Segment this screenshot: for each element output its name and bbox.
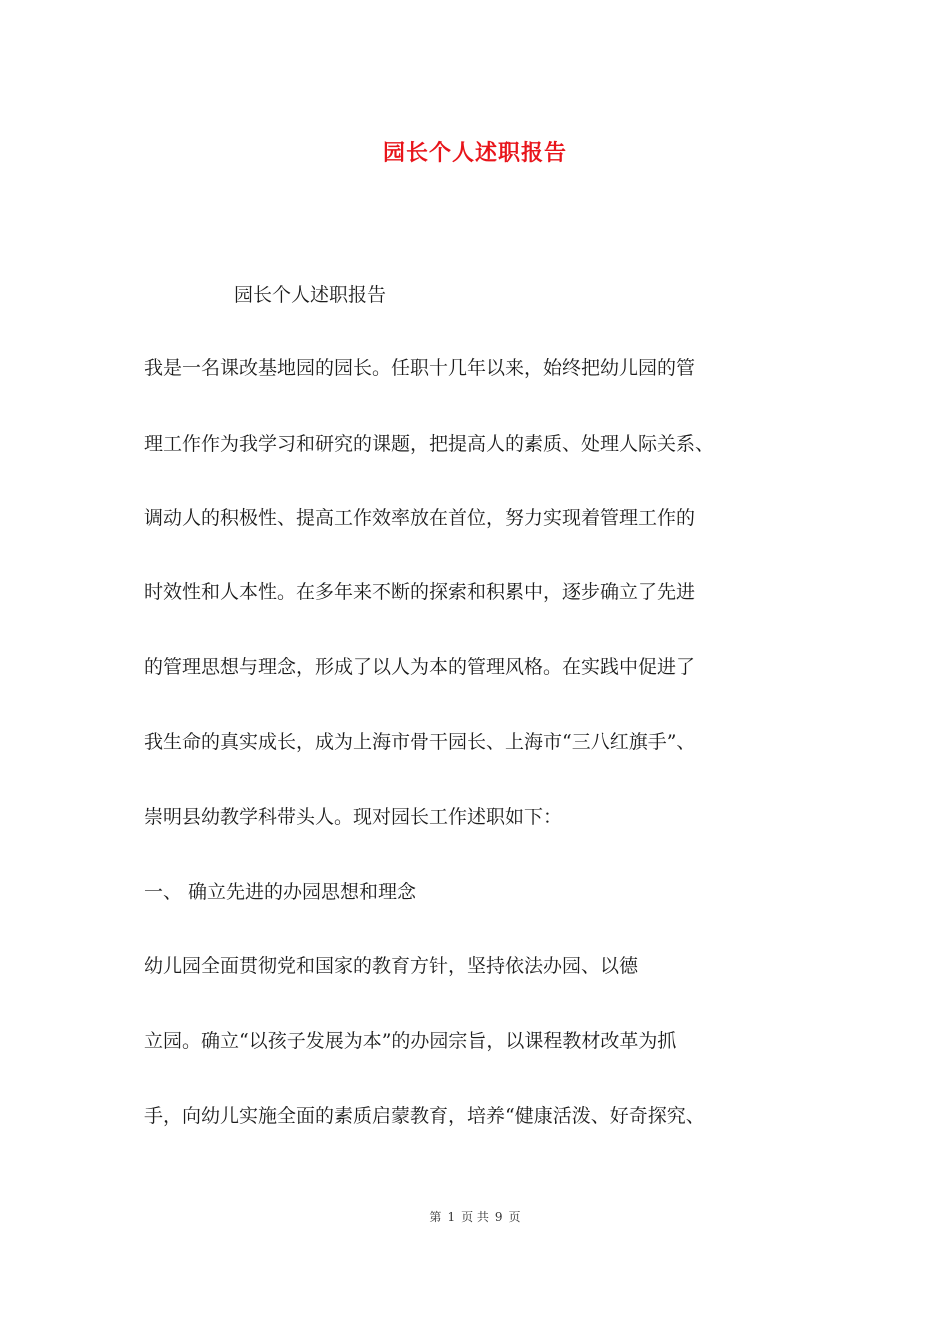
body-line-10: 手，向幼儿实施全面的素质启蒙教育，培养“健康活泼、好奇探究、	[144, 1105, 705, 1127]
body-line-1: 我是一名课改基地园的园长。任职十几年以来，始终把幼儿园的管	[144, 357, 696, 379]
body-line-3: 调动人的积极性、提高工作效率放在首位，努力实现着管理工作的	[144, 507, 696, 529]
body-line-4: 时效性和人本性。在多年来不断的探索和积累中，逐步确立了先进	[144, 581, 696, 603]
body-line-7: 崇明县幼教学科带头人。现对园长工作述职如下：	[144, 806, 563, 828]
body-line-2: 理工作作为我学习和研究的课题，把提高人的素质、处理人际关系、	[144, 433, 715, 455]
footer-middle: 页 共	[461, 1210, 489, 1224]
footer-prefix: 第	[429, 1210, 442, 1224]
body-line-6: 我生命的真实成长，成为上海市骨干园长、上海市“三八红旗手”、	[144, 731, 696, 753]
page-footer	[0, 1208, 950, 1225]
document-subtitle: 园长个人述职报告	[234, 284, 387, 306]
footer-total-pages: 9	[494, 1210, 503, 1224]
section-heading-1: 一、 确立先进的办园思想和理念	[144, 881, 417, 903]
footer-suffix: 页	[508, 1210, 521, 1224]
body-line-5: 的管理思想与理念，形成了以人为本的管理风格。在实践中促进了	[144, 656, 696, 678]
body-line-9: 立园。确立“以孩子发展为本”的办园宗旨，以课程教材改革为抓	[144, 1030, 677, 1052]
document-title: 园长个人述职报告	[382, 140, 567, 166]
body-line-8: 幼儿园全面贯彻党和国家的教育方针，坚持依法办园、以德	[144, 955, 639, 977]
footer-current-page: 1	[447, 1210, 456, 1224]
